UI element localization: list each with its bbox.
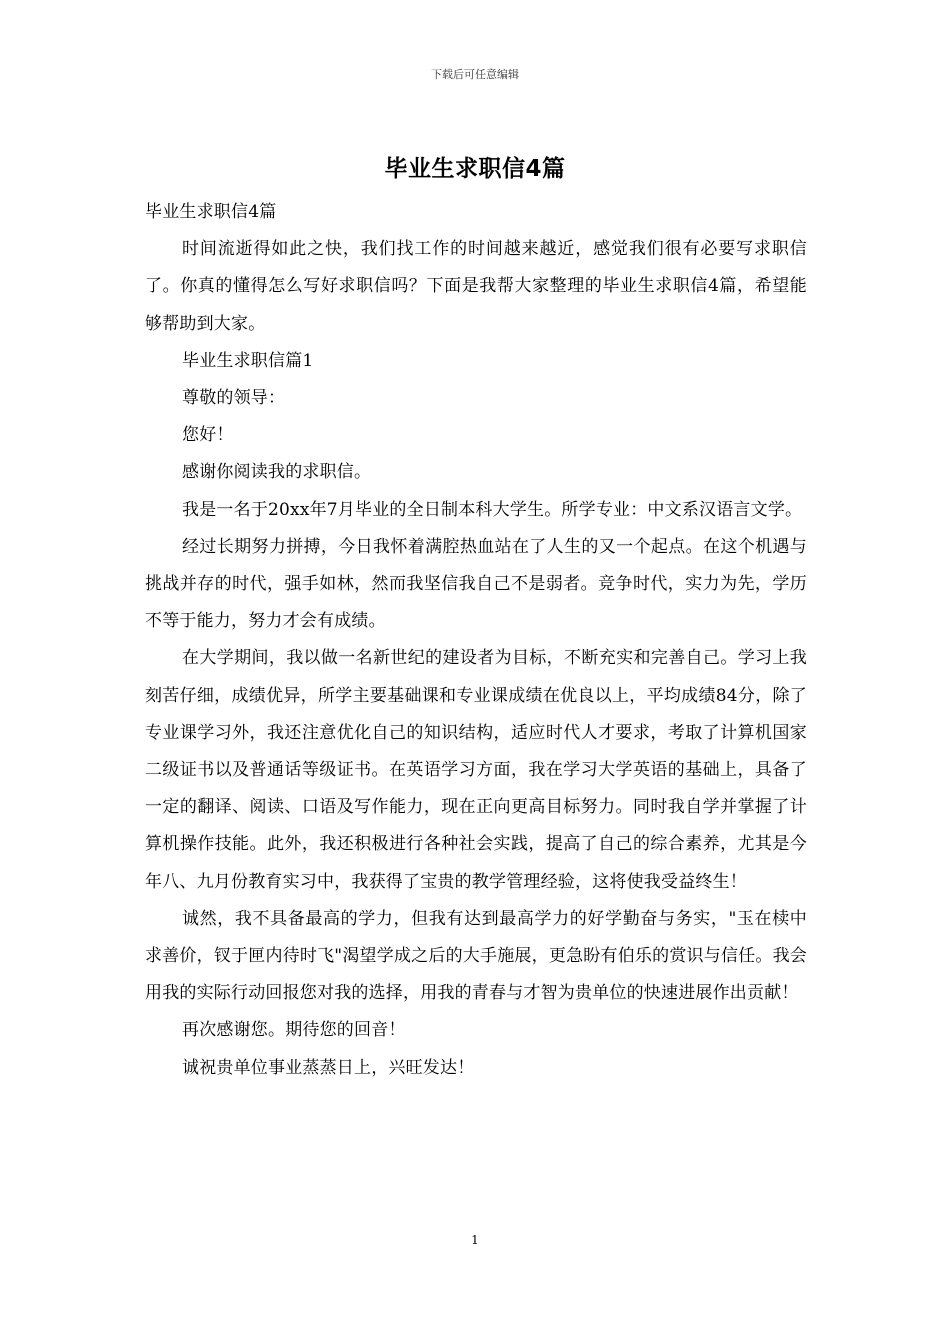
paragraph-conclusion: 诚然，我不具备最高的学力，但我有达到最高学力的好学勤奋与务实，"玉在椟中求善价，钗于匣内待时飞"渴望学成之后的大手施展，更急盼有伯乐的赏识与信任。我会用我的实际行动回报您对我的选择，用我的青春与才智为贵单位的快速进展作出贡献！ [145,908,807,1004]
paragraph-closing-wish: 诚祝贵单位事业蒸蒸日上，兴旺发达！ [182,1057,475,1078]
paragraph-thanks: 感谢你阅读我的求职信。 [182,462,372,483]
paragraph-subtitle: 毕业生求职信4篇 [145,202,277,222]
page-header: 下载后可任意编辑 [431,68,519,81]
paragraph-intro: 时间流逝得如此之快，我们找工作的时间越来越近，感觉我们很有必要写求职信了。你真的懂得怎么写好求职信吗？下面是我帮大家整理的毕业生求职信4篇，希望能够帮助到大家。 [145,239,807,334]
paragraph-closing-thanks: 再次感谢您。期待您的回音！ [182,1020,406,1041]
document-title: 毕业生求职信4篇 [384,156,566,182]
page-number: 1 [471,1233,479,1247]
paragraph-ambition: 经过长期努力拼搏，今日我怀着满腔热血站在了人生的又一个起点。在这个机遇与挑战并存的时代，强手如林，然而我坚信我自己不是弱者。竞争时代，实力为先，学历不等于能力，努力才会有成绩。 [145,536,807,632]
paragraph-salutation: 尊敬的领导： [182,388,286,409]
document-body [145,194,807,1087]
paragraph-section-heading: 毕业生求职信篇1 [182,350,314,371]
paragraph-university: 在大学期间，我以做一名新世纪的建设者为目标，不断充实和完善自己。学习上我刻苦仔细，成绩优异，所学主要基础课和专业课成绩在优良以上，平均成绩84分，除了专业课学习外，我还注意优化自己的知识结构，适应时代人才要求，考取了计算机国家二级证书以及普通话等级证书。在英语学习方面，我在学习大学英语的基础上，具备了一定的翻译、阅读、口语及写作能力，现在正向更高目标努力。同时我自学并掌握了计算机操作技能。此外，我还积极进行各种社会实践，提高了自己的综合素养，尤其是今年八、九月份教育实习中，我获得了宝贵的教学管理经验，这将使我受益终生！ [145,648,807,892]
paragraph-greeting: 您好！ [182,425,234,446]
paragraph-self-intro: 我是一名于20xx年7月毕业的全日制本科大学生。所学专业：中文系汉语言文学。 [182,499,803,520]
